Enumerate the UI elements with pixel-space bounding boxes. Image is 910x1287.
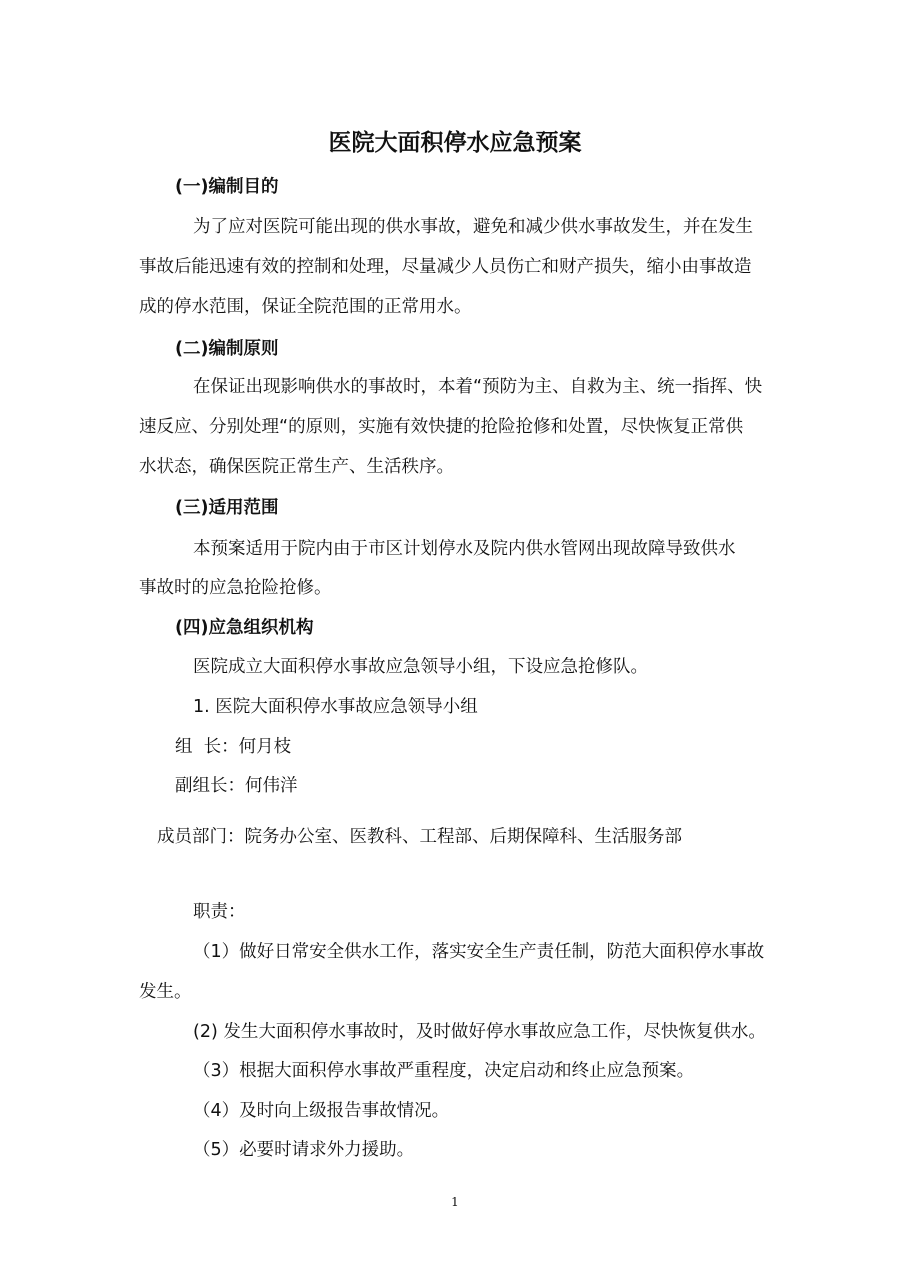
paragraph-line: 事故后能迅速有效的控制和处理，尽量减少人员伤亡和财产损失，缩小由事故造 bbox=[139, 257, 752, 277]
duty-item: （1）做好日常安全供水工作，落实安全生产责任制，防范大面积停水事故 bbox=[193, 942, 765, 962]
deputy-leader: 副组长：何伟洋 bbox=[175, 776, 298, 796]
section-heading-principles: (二)编制原则 bbox=[175, 339, 279, 359]
duty-item: (2) 发生大面积停水事故时，及时做好停水事故应急工作，尽快恢复供水。 bbox=[193, 1022, 766, 1042]
section-heading-purpose: (一)编制目的 bbox=[175, 177, 279, 197]
section-heading-organization: (四)应急组织机构 bbox=[175, 618, 314, 638]
paragraph-line: 事故时的应急抢险抢修。 bbox=[139, 578, 332, 598]
duties-label: 职责： bbox=[193, 902, 246, 922]
duty-item: （3）根据大面积停水事故严重程度，决定启动和终止应急预案。 bbox=[193, 1061, 695, 1081]
paragraph-line: 成的停水范围，保证全院范围的正常用水。 bbox=[139, 297, 472, 317]
paragraph-line: 水状态，确保医院正常生产、生活秩序。 bbox=[139, 457, 454, 477]
duty-item: （5）必要时请求外力援助。 bbox=[193, 1140, 415, 1160]
document-title: 医院大面积停水应急预案 bbox=[328, 130, 582, 156]
duty-item: （4）及时向上级报告事故情况。 bbox=[193, 1101, 450, 1121]
paragraph-line: 速反应、分别处理“的原则，实施有效快捷的抢险抢修和处置，尽快恢复正常供 bbox=[139, 417, 744, 437]
duty-item-continued: 发生。 bbox=[139, 982, 192, 1002]
section-heading-scope: (三)适用范围 bbox=[175, 498, 279, 518]
team-leader: 组 长：何月枝 bbox=[175, 737, 292, 757]
paragraph-line: 在保证出现影响供水的事故时，本着“预防为主、自救为主、统一指挥、快 bbox=[193, 377, 763, 397]
paragraph-line: 为了应对医院可能出现的供水事故，避免和减少供水事故发生，并在发生 bbox=[193, 217, 753, 237]
paragraph-line: 医院成立大面积停水事故应急领导小组，下设应急抢修队。 bbox=[193, 657, 648, 677]
page-number: 1 bbox=[451, 1195, 459, 1209]
list-item: 1. 医院大面积停水事故应急领导小组 bbox=[193, 697, 478, 717]
member-departments: 成员部门：院务办公室、医教科、工程部、后期保障科、生活服务部 bbox=[157, 827, 682, 847]
paragraph-line: 本预案适用于院内由于市区计划停水及院内供水管网出现故障导致供水 bbox=[193, 539, 736, 559]
